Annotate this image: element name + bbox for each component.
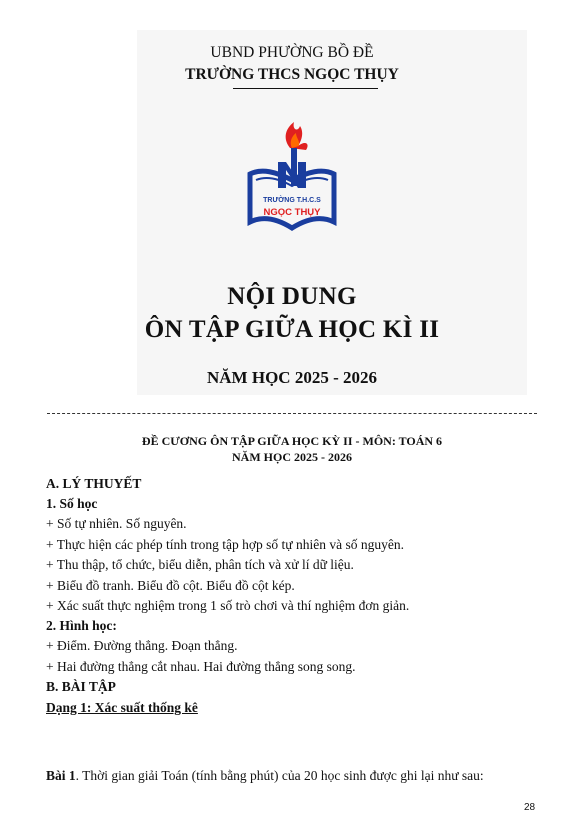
- exercise-1-label: Bài 1: [46, 768, 76, 783]
- subsection-1-heading: 1. Số học: [46, 496, 98, 511]
- list-item: + Điểm. Đường thẳng. Đoạn thẳng.: [46, 638, 238, 653]
- exercise-1: [46, 768, 484, 784]
- cover-title-line2: ÔN TẬP GIỮA HỌC KÌ II: [144, 316, 440, 343]
- school-logo-graphic: [242, 118, 342, 238]
- exercise-1-text: . Thời gian giải Toán (tính bằng phút) của 20 học sinh được ghi lại như sau:: [75, 768, 484, 783]
- section-b-heading: B. BÀI TẬP: [46, 679, 116, 694]
- dang-1-heading: Dạng 1: Xác suất thống kê: [46, 700, 198, 715]
- list-item: + Biểu đồ tranh. Biểu đồ cột. Biểu đồ cột kép.: [46, 578, 295, 593]
- list-item: + Hai đường thẳng cắt nhau. Hai đường thẳng song song.: [46, 659, 356, 674]
- school-logo: [242, 118, 342, 238]
- list-item: + Thu thập, tổ chức, biểu diễn, phân tích và xử lí dữ liệu.: [46, 557, 354, 572]
- school-underline: [233, 88, 378, 89]
- list-item: + Số tự nhiên. Số nguyên.: [46, 516, 187, 531]
- agency-name: UBND PHƯỜNG BỒ ĐỀ: [210, 44, 374, 61]
- outline-year: NĂM HỌC 2025 - 2026: [232, 450, 352, 464]
- cover-title-line1: NỘI DUNG: [227, 283, 357, 310]
- logo-text-bottom: NGỌC THỤY: [263, 207, 321, 218]
- outline-title: ĐỀ CƯƠNG ÔN TẬP GIỮA HỌC KỲ II - MÔN: TOÁN 6: [141, 434, 443, 448]
- list-item: + Xác suất thực nghiệm trong 1 số trò chơi và thí nghiệm đơn giản.: [46, 598, 410, 613]
- list-item: + Thực hiện các phép tính trong tập hợp số tự nhiên và số nguyên.: [46, 537, 404, 552]
- school-name: TRƯỜNG THCS NGỌC THỤY: [185, 66, 399, 83]
- dashed-separator: [47, 413, 537, 414]
- page-number: 28: [524, 802, 536, 813]
- subsection-2-heading: 2. Hình học:: [46, 618, 117, 633]
- section-a-heading: A. LÝ THUYẾT: [46, 476, 142, 491]
- cover-year: NĂM HỌC 2025 - 2026: [207, 368, 377, 387]
- logo-text-top: TRƯỜNG T.H.C.S: [263, 197, 321, 204]
